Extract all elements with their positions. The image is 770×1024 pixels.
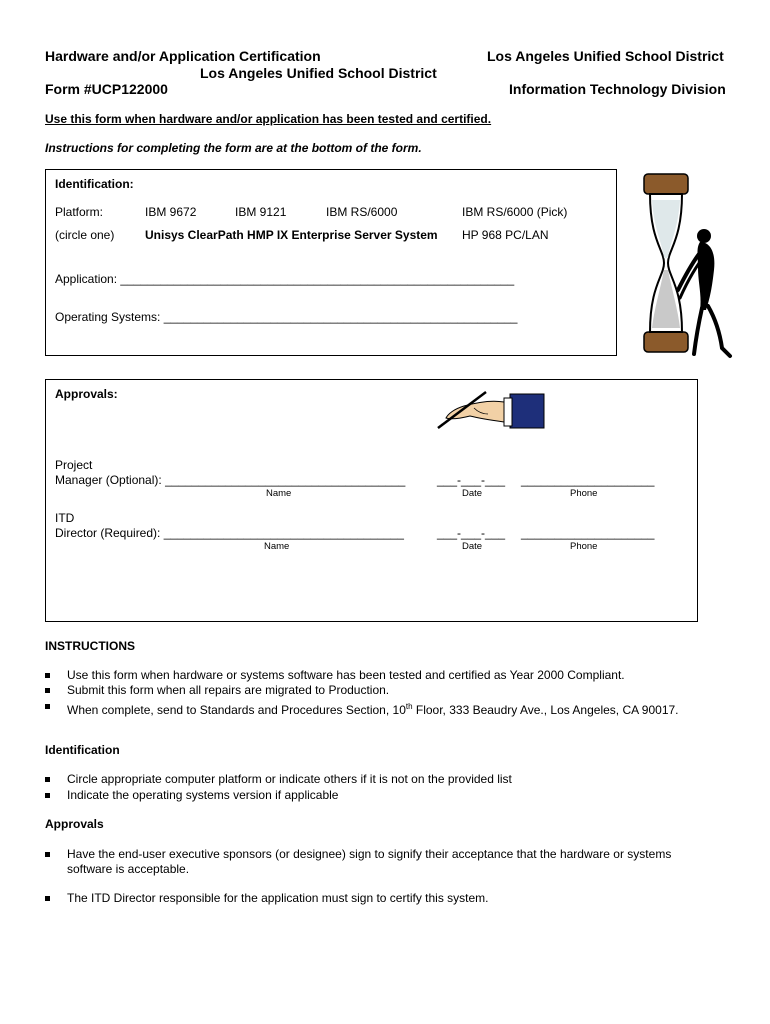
identification-heading: Identification: — [55, 177, 134, 191]
application-line[interactable]: ___________________________________________________________ — [120, 272, 515, 286]
org-name: Los Angeles Unified School District — [487, 48, 724, 64]
platform-label: Platform: — [55, 205, 104, 219]
form-number: Form #UCP122000 — [45, 81, 168, 97]
pm-phone-caption: Phone — [570, 488, 598, 499]
identification-help-heading: Identification — [45, 743, 120, 757]
itd-director-signature-row[interactable] — [55, 526, 404, 540]
itd-phone-line[interactable]: ____________________ — [521, 526, 655, 540]
pm-phone-line[interactable]: ____________________ — [521, 473, 655, 487]
identification-section — [45, 169, 617, 356]
os-line[interactable]: _____________________________________________________ — [163, 310, 518, 324]
itd-phone-caption: Phone — [570, 541, 598, 552]
platform-hp-pclan[interactable]: HP 968 PC/LAN — [462, 228, 549, 242]
platform-ibm-9672[interactable]: IBM 9672 — [145, 205, 197, 219]
pm-date-line[interactable]: ___-___-___ — [437, 473, 506, 487]
os-label: Operating Systems: — [55, 310, 161, 324]
project-manager-signature-row[interactable] — [55, 473, 405, 487]
pm-label-line1: Project — [55, 458, 93, 472]
form-title-district: Los Angeles Unified School District — [200, 65, 437, 81]
itd-date-line[interactable]: ___-___-___ — [437, 526, 506, 540]
platform-ibm-9121[interactable]: IBM 9121 — [235, 205, 287, 219]
application-field[interactable] — [55, 272, 514, 286]
approvals-section — [45, 379, 698, 622]
pm-name-line[interactable]: ____________________________________ — [165, 473, 406, 487]
itd-label-line2: Director (Required): — [55, 526, 161, 540]
usage-note: Use this form when hardware and/or application has been tested and certified. — [45, 112, 492, 126]
platform-ibm-rs6000-pick[interactable]: IBM RS/6000 (Pick) — [462, 205, 568, 219]
form-title: Hardware and/or Application Certification — [45, 48, 321, 64]
pm-name-caption: Name — [266, 488, 292, 499]
pm-date-caption: Date — [462, 488, 483, 499]
approvals-help-heading: Approvals — [45, 817, 104, 831]
itd-label-line1: ITD — [55, 511, 75, 525]
itd-name-caption: Name — [264, 541, 290, 552]
platform-unisys[interactable]: Unisys ClearPath HMP IX Enterprise Server System — [145, 228, 438, 242]
signing-hand-icon — [434, 388, 546, 432]
itd-date-caption: Date — [462, 541, 483, 552]
approvals-heading: Approvals: — [55, 387, 118, 401]
hourglass-figure-icon — [636, 170, 756, 362]
operating-systems-field[interactable] — [55, 310, 517, 324]
instructions-heading: INSTRUCTIONS — [45, 639, 135, 653]
platform-ibm-rs6000[interactable]: IBM RS/6000 — [326, 205, 398, 219]
application-label: Application: — [55, 272, 118, 286]
instructions-note: Instructions for completing the form are at the bottom of the form. — [45, 141, 422, 155]
division-name: Information Technology Division — [509, 81, 726, 97]
itd-name-line[interactable]: ____________________________________ — [163, 526, 404, 540]
circle-one-label: (circle one) — [55, 228, 115, 242]
pm-label-line2: Manager (Optional): — [55, 473, 162, 487]
